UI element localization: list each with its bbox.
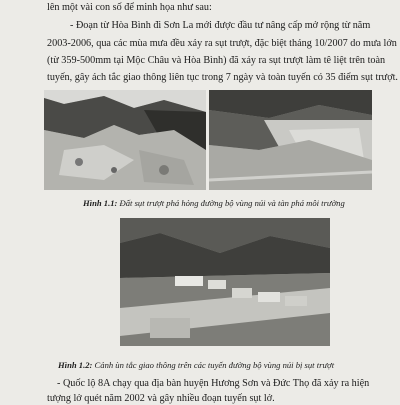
- intro-line: lên một vài con số để minh họa như sau:: [47, 2, 212, 13]
- bullet1-line1: - Đoạn từ Hòa Bình đi Sơn La mới được đầu tư nâng cấp mở rộng từ năm: [70, 20, 371, 31]
- figure-1-1-text: Đất sụt trượt phá hỏng đường bộ vùng núi và tàn phá môi trường: [117, 198, 345, 208]
- figure-1-2-caption: [58, 360, 334, 371]
- landslide-photo-right: [209, 90, 372, 190]
- bullet1-line2: 2003-2006, qua các mùa mưa đều xảy ra sụt trượt, đặc biệt tháng 10/2007 do mưa lớn: [47, 38, 397, 49]
- figure-1-2-label: Hình 1.2:: [58, 360, 93, 370]
- bullet1-line3: (từ 359-500mm tại Mộc Châu và Hòa Bình) đã xảy ra sụt trượt làm tê liệt trên toàn: [47, 55, 386, 66]
- landslide-photo-left: [44, 90, 206, 190]
- traffic-jam-photo: [120, 218, 330, 346]
- figure-1-1-label: Hình 1.1:: [83, 198, 118, 208]
- bullet2-line1: - Quốc lộ 8A chạy qua địa bàn huyện Hương Sơn và Đức Thọ đã xảy ra hiện: [57, 378, 370, 389]
- figure-1-1-caption: [83, 198, 345, 209]
- bullet2-line2: tượng lở quét năm 2002 và gây nhiều đoạn tuyến sụt lở.: [47, 393, 275, 404]
- bullet1-line4: tuyến, gây ách tắc giao thông liên tục trong 7 ngày và toàn tuyến có 35 điểm sụt trượt.: [47, 72, 398, 83]
- figure-1-2-text: Cảnh ùn tắc giao thông trên các tuyến đường bộ vùng núi bị sụt trượt: [92, 360, 335, 370]
